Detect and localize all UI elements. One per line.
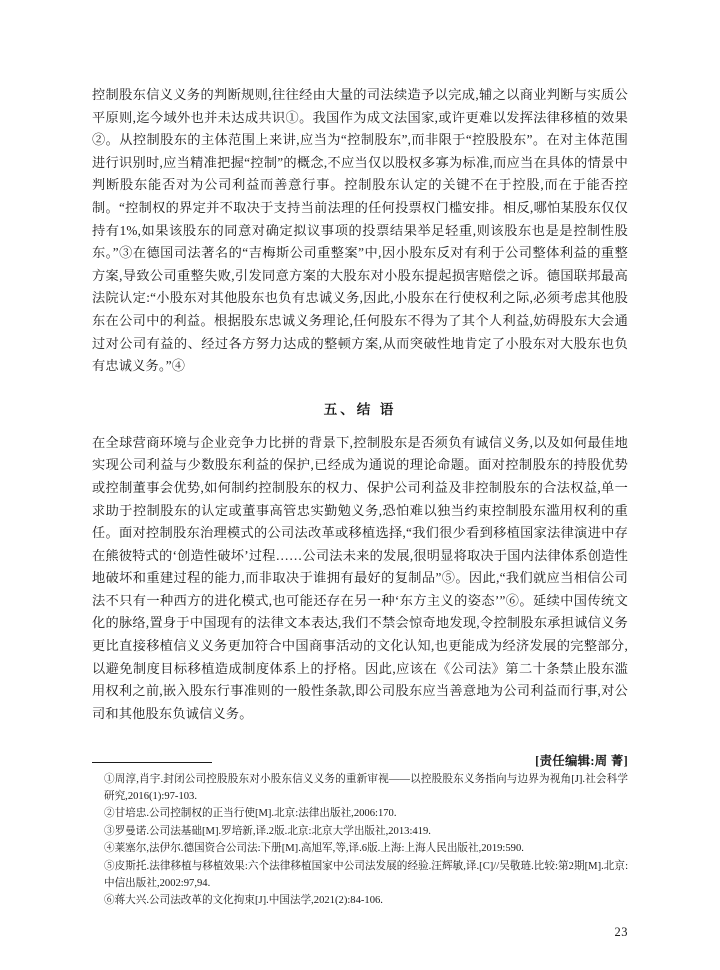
footnotes-section <box>92 762 628 911</box>
footnote-marker: ③ <box>104 825 115 837</box>
footnote-text: 皮斯托.法律移植与移植效果:六个法律移植国家中公司法发展的经验.汪辉敏,译.[C]//吴敬琏.比较:第2期[M].北京:中信出版社,2002:97,94. <box>104 860 629 889</box>
footnote-text: 罗曼诺.公司法基础[M].罗培新,译.2版.北京:北京大学出版社,2013:419. <box>114 825 431 837</box>
footnote-text: 莱塞尔,法伊尔.德国资合公司法:下册[M].高旭军,等,译.6版.上海:上海人民出版社,2019:590. <box>114 843 524 855</box>
section-heading: 五、结 语 <box>323 401 397 417</box>
footnote-marker: ② <box>104 808 115 820</box>
footnote-text: 甘培忠.公司控制权的正当行使[M].北京:法律出版社,2006:170. <box>114 808 397 820</box>
footnote-item <box>92 841 628 858</box>
main-body <box>92 84 628 378</box>
editor-credit: [责任编辑:周 菁] <box>535 754 628 769</box>
paragraph-conclusion: 在全球营商环境与企业竞争力比拼的背景下,控制股东是否须负有诚信义务,以及如何最佳地实现公司利益与少数股东利益的保护,已经成为通说的理论命题。面对控制股东的持股优势或控制董事会优势,如何制约控制股东的权力、保护公司利益及非控制股东的合法权益,单一求助于控制股东的认定或董事高管忠实勤勉义务,恐怕难以独当约束控制股东滥用权利的重任。面对控制股东治理模式的公司法改革或移植选择,“我们很少看到移植国家法律演进中存在熊彼特式的‘创造性破坏’过程……公司法未来的发展,很明显将取决于国内法律体系创造性地破坏和重建过程的能力,而非取决于谁拥有最好的复制品”⑤。因此,“我们就应当相信公司法不只有一种西方的进化模式,也可能还存在另一种‘东方主义的姿态’”⑥。延续中国传统文化的脉络,置身于中国现有的法律文本表达,我们不禁会惊奇地发现,令控制股东承担诚信义务更比直接移植信义义务更加符合中国商事活动的文化认知,也更能成为经济发展的完整部分,以避免制度目标移植造成制度体系上的抒格。因此,应该在《公司法》第二十条禁止股东滥用权利之前,嵌入股东行事准则的一般性条款,即公司股东应当善意地为公司利益而行事,对公司和其他股东负诚信义务。 <box>92 434 628 721</box>
footnote-divider <box>92 762 212 763</box>
footnote-marker: ⑥ <box>104 895 115 907</box>
footnote-marker: ④ <box>104 843 115 855</box>
page-number: 23 <box>614 925 628 939</box>
footnote-item <box>92 859 628 892</box>
paragraph-main: 控制股东信义义务的判断规则,往往经由大量的司法续造予以完成,辅之以商业判断与实质公平原则,迄今域外也并未达成共识①。我国作为成文法国家,或许更难以发挥法律移植的效果②。从控制股东的主体范围上来讲,应当为“控制股东”,而非限于“控股股东”。在对主体范围进行识别时,应当精准把握“控制”的概念,不应当仅以股权多寡为标准,而应当在具体的情景中判断股东能否对为公司利益而善意行事。控制股东认定的关键不在于控股,而在于能否控制。“控制权的界定并不取决于支持当前法理的任何投票权门槛安排。相反,哪怕某股东仅仅持有1%,如果该股东的同意对确定拟议事项的投票结果举足轻重,则该股东也是是控制性股东。”③在德国司法著名的“吉梅斯公司重整案”中,因小股东反对有利于公司整体利益的重整方案,导致公司重整失败,引发同意方案的大股东对小股东提起损害赔偿之诉。德国联邦最高法院认定:“小股东对其他股东也负有忠诚义务,因此,小股东在行使权利之际,必须考虑其他股东在公司中的利益。根据股东忠诚义务理论,任何股东不得为了其个人利益,妨碍股东大会通过对公司有益的、经过各方努力达成的整顿方案,从而突破性地肯定了小股东对大股东也负有忠诚义务。”④ <box>92 87 628 374</box>
footnote-marker: ⑤ <box>104 860 115 872</box>
footnote-item <box>92 824 628 841</box>
footnote-item <box>92 893 628 910</box>
footnote-item <box>92 772 628 805</box>
conclusion-body <box>92 432 628 726</box>
footnote-item <box>92 806 628 823</box>
footnote-text: 蒋大兴.公司法改革的文化拘束[J].中国法学,2021(2):84-106. <box>114 895 383 907</box>
footnote-text: 周淳,肖宇.封闭公司控股股东对小股东信义义务的重新审视——以控股股东义务指向与边界为视角[J].社会科学研究,2016(1):97-103. <box>104 774 629 802</box>
footnote-marker: ① <box>104 774 115 785</box>
